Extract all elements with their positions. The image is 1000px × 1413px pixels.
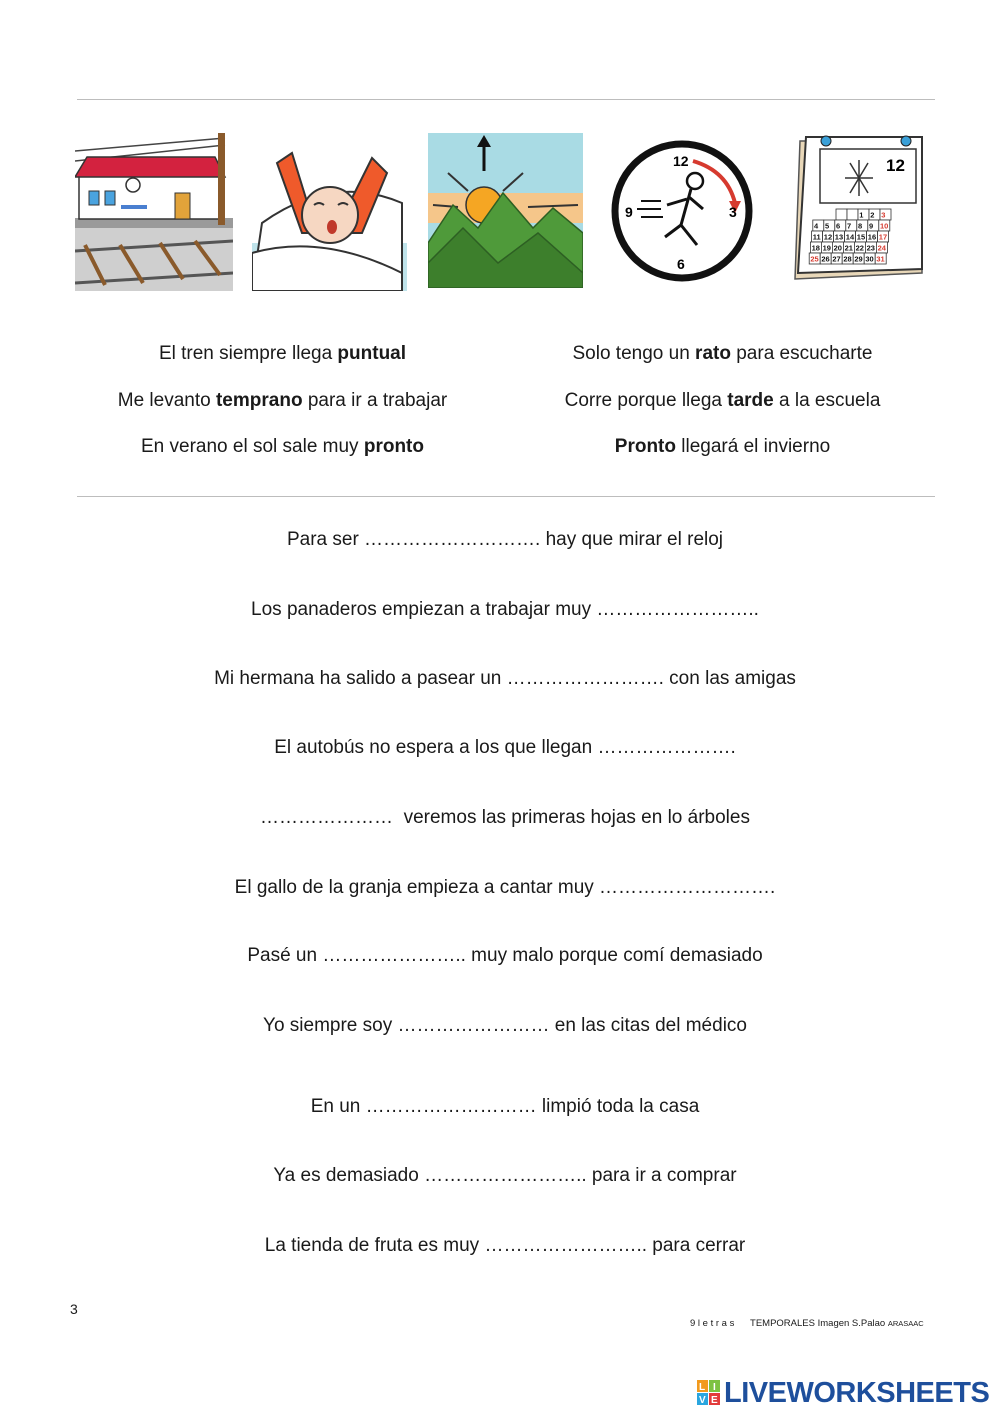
author-label: 9 l e t r a s: [690, 1318, 735, 1329]
calendar-cell: [836, 209, 847, 220]
calendar-cell-label: 7: [847, 221, 852, 231]
calendar-cell-label: 23: [866, 243, 875, 253]
exercise-sentence-8[interactable]: Yo siempre soy …………………… en las citas del médico: [263, 1015, 747, 1036]
train-station-image: [75, 133, 233, 291]
exercise-sentence-9[interactable]: En un ……………………… limpió toda la casa: [310, 1096, 700, 1117]
calendar-cell-label: 21: [844, 243, 853, 253]
calendar-cell-label: 2: [870, 210, 875, 220]
svg-text:L: L: [699, 1382, 706, 1393]
clock-digit-6: 6: [677, 256, 685, 272]
calendar-cell-label: 14: [845, 232, 855, 242]
footer-credits: [690, 1318, 924, 1329]
credit-label: TEMPORALES Imagen S.Palao: [750, 1318, 886, 1329]
clock-digit-9: 9: [625, 204, 633, 220]
calendar-cell-label: 11: [812, 232, 821, 242]
example-left-3: En verano el sol sale muy pronto: [141, 436, 424, 457]
calendar-cell-label: 29: [854, 254, 863, 264]
calendar-cell-label: 12: [823, 232, 833, 242]
calendar-cell-label: 31: [876, 254, 885, 264]
calendar-cell-label: 9: [869, 221, 874, 231]
example-right-1: Solo tengo un rato para escucharte: [572, 343, 873, 364]
example-right-3: Pronto llegará el invierno: [614, 436, 831, 457]
calendar-cell-label: 5: [825, 221, 830, 231]
calendar-cell-label: 18: [811, 243, 820, 253]
calendar-cell-label: 25: [810, 254, 819, 264]
exercise-sentence-4[interactable]: El autobús no espera a los que llegan ………………….: [274, 737, 736, 758]
liveworksheets-wordmark: LIVEWORKSHEETS: [724, 1376, 990, 1409]
svg-text:I: I: [713, 1382, 716, 1393]
calendar-cell-label: 15: [856, 232, 866, 242]
page-number: 3: [70, 1301, 78, 1317]
exercise-sentence-3[interactable]: Mi hermana ha salido a pasear un ……………………. con las amigas: [214, 668, 796, 689]
calendar-cell-label: 16: [867, 232, 877, 242]
calendar-cell-label: 26: [821, 254, 830, 264]
exercise-sentence-5[interactable]: ………………… veremos las primeras hojas en lo árboles: [260, 807, 750, 828]
exercise-sentence-6[interactable]: El gallo de la granja empieza a cantar muy ……………………….: [234, 877, 776, 898]
clock-digit-12: 12: [673, 153, 689, 169]
calendar-cell-label: 6: [836, 221, 841, 231]
running-clock-image: [605, 133, 760, 288]
calendar-cell: [847, 209, 858, 220]
calendar-cell-label: 20: [833, 243, 842, 253]
svg-text:V: V: [699, 1395, 706, 1406]
source-label: ARASAAC: [887, 1319, 924, 1328]
calendar-cell-label: 1: [859, 210, 864, 220]
calendar-cell-label: 8: [858, 221, 863, 231]
example-left-2: Me levanto temprano para ir a trabajar: [117, 390, 448, 411]
calendar-cell-label: 27: [832, 254, 841, 264]
calendar-cell-label: 30: [865, 254, 874, 264]
waking-up-image: [252, 133, 407, 291]
middle-divider: [77, 496, 935, 497]
clock-digit-3: 3: [729, 204, 737, 220]
svg-text:E: E: [711, 1395, 718, 1406]
calendar-cell-label: 10: [880, 221, 889, 231]
calendar-cell-label: 24: [877, 243, 886, 253]
sunrise-image: [428, 133, 583, 288]
calendar-cell-label: 3: [881, 210, 886, 220]
exercise-sentence-1[interactable]: Para ser ………………………. hay que mirar el reloj: [286, 529, 724, 550]
example-left-1: El tren siempre llega puntual: [158, 343, 407, 364]
calendar-cell-label: 17: [878, 232, 888, 242]
exercise-sentence-2[interactable]: Los panaderos empiezan a trabajar muy ……………………..: [251, 599, 759, 620]
liveworksheets-badge-icon: [697, 1380, 721, 1406]
calendar-cell-label: 4: [814, 221, 819, 231]
calendar-cell-label: 13: [834, 232, 844, 242]
calendar-day: 12: [886, 156, 905, 175]
calendar-cell-label: 19: [822, 243, 831, 253]
top-divider: [77, 99, 935, 100]
exercise-sentence-11[interactable]: La tienda de fruta es muy …………………….. para cerrar: [264, 1235, 746, 1256]
calendar-cell-label: 22: [855, 243, 864, 253]
calendar-image: [790, 133, 930, 288]
exercise-sentence-10[interactable]: Ya es demasiado …………………….. para ir a comprar: [273, 1165, 737, 1186]
calendar-cell-label: 28: [843, 254, 852, 264]
liveworksheets-logo[interactable]: [697, 1377, 989, 1409]
example-right-2: Corre porque llega tarde a la escuela: [564, 390, 881, 411]
exercise-sentence-7[interactable]: Pasé un ………………….. muy malo porque comí demasiado: [247, 945, 763, 966]
